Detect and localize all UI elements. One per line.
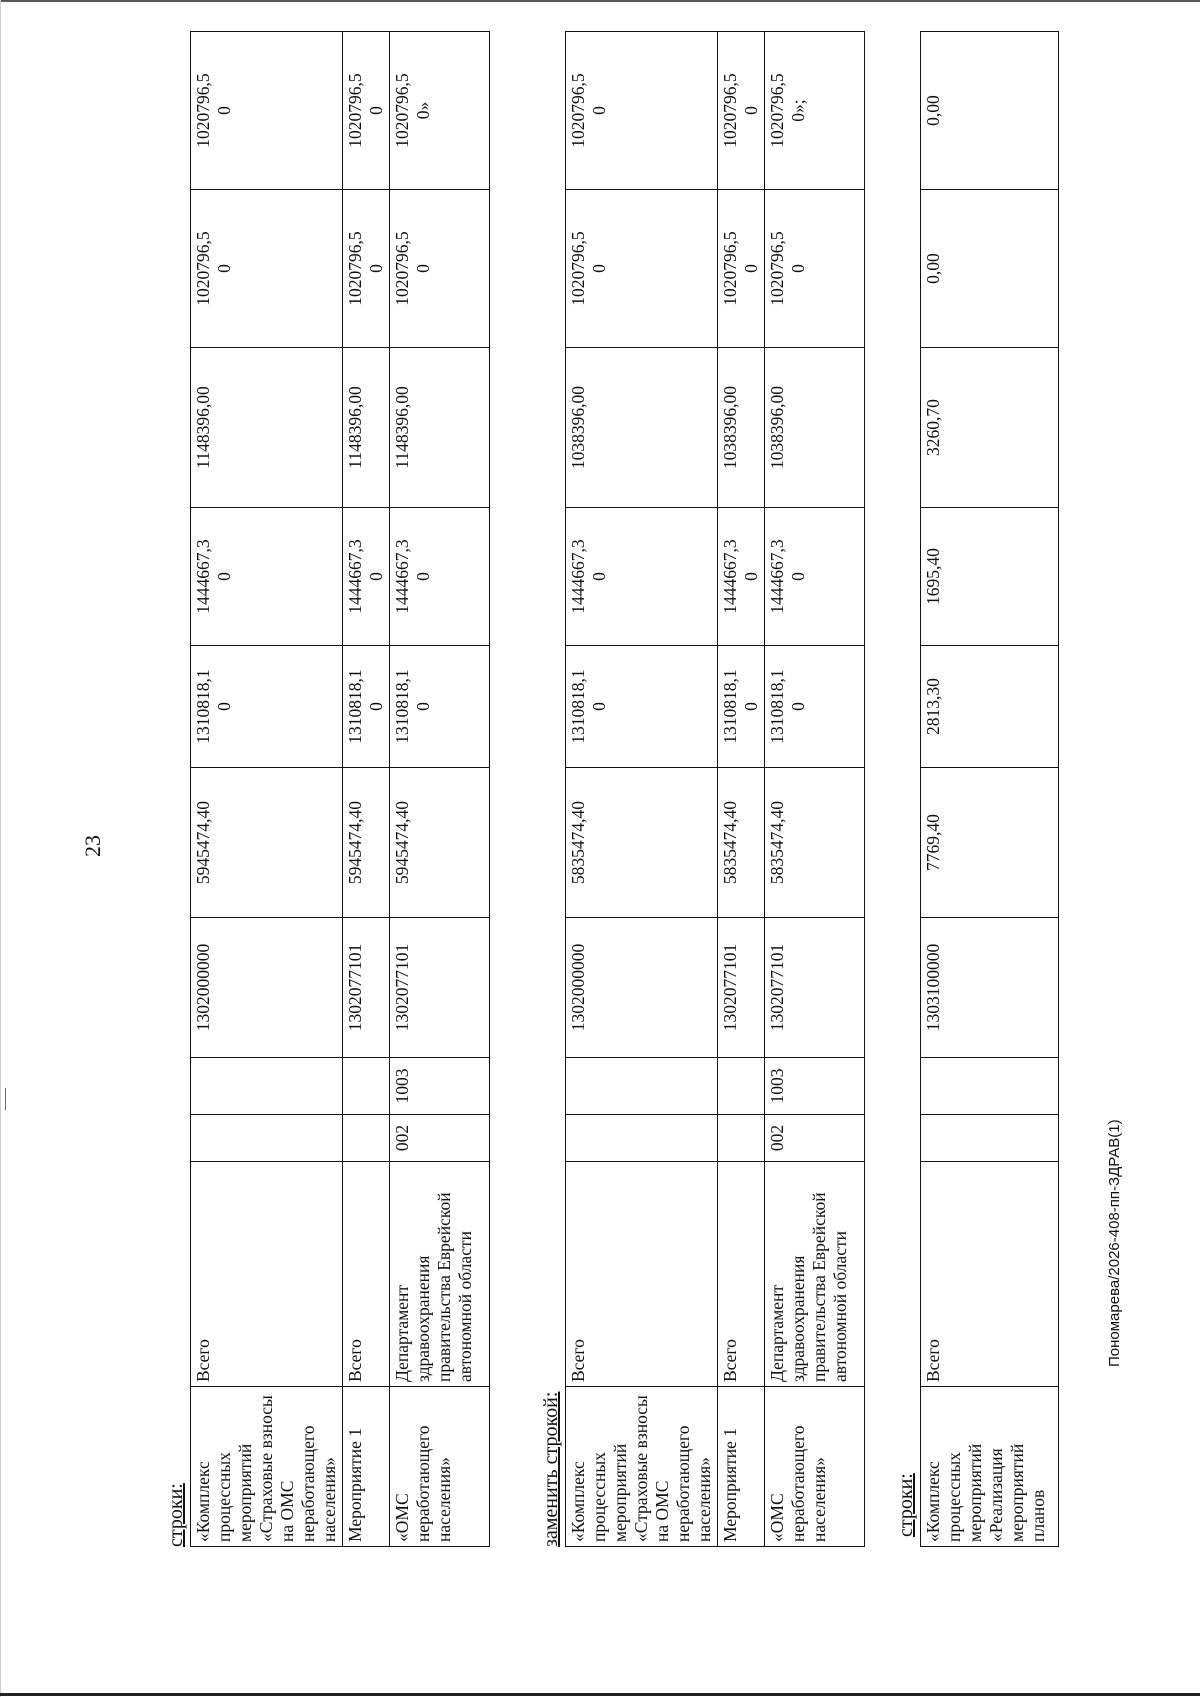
- section-label: строки:: [165, 1483, 187, 1547]
- cell-total: 5945474,40: [343, 768, 390, 918]
- cell-year-2: 1444667,3 0: [765, 508, 865, 646]
- cell-csr: 1302077101: [390, 918, 490, 1058]
- cell-total: 5945474,40: [390, 768, 490, 918]
- cell-rz-pr: [718, 1058, 765, 1115]
- cell-year-4: 0,00: [921, 190, 1059, 348]
- cell-year-4: 1020796,5 0: [566, 190, 718, 348]
- cell-csr: 1302000000: [191, 918, 343, 1058]
- cell-name: «Комплекс процессных мероприятий «Страховые взносы на ОМС неработающего населения»: [566, 1387, 718, 1547]
- cell-year-4: 1020796,5 0: [343, 190, 390, 348]
- cell-name: «Комплекс процессных мероприятий «Страховые взносы на ОМС неработающего населения»: [191, 1387, 343, 1547]
- cell-grbs: [343, 1115, 390, 1162]
- cell-executor: Всего: [191, 1162, 343, 1387]
- cell-year-1: 1310818,1 0: [765, 646, 865, 768]
- cell-year-3: 3260,70: [921, 348, 1059, 508]
- cell-total: 7769,40: [921, 768, 1059, 918]
- table-row: [765, 32, 865, 1547]
- cell-grbs: 002: [765, 1115, 865, 1162]
- cell-grbs: 002: [390, 1115, 490, 1162]
- cell-executor: Департамент здравоохранения правительства Еврейской автономной области: [765, 1162, 865, 1387]
- cell-year-2: 1695,40: [921, 508, 1059, 646]
- cell-name: «ОМС неработающего населения»: [765, 1387, 865, 1547]
- cell-total: 5945474,40: [191, 768, 343, 918]
- cell-year-5: 1020796,5 0»: [390, 32, 490, 190]
- section-label: заменить строкой:: [540, 1391, 562, 1547]
- cell-year-2: 1444667,3 0: [566, 508, 718, 646]
- cell-year-5: 1020796,5 0: [191, 32, 343, 190]
- cell-year-5: 1020796,5 0: [343, 32, 390, 190]
- cell-csr: 1302077101: [765, 918, 865, 1058]
- cell-year-3: 1038396,00: [718, 348, 765, 508]
- cell-csr: 1302077101: [343, 918, 390, 1058]
- cell-name: «Комплекс процессных мероприятий «Реализация мероприятий планов: [921, 1387, 1059, 1547]
- cell-year-1: 1310818,1 0: [390, 646, 490, 768]
- table-row: [718, 32, 765, 1547]
- cell-executor: Всего: [921, 1162, 1059, 1387]
- cell-year-1: 1310818,1 0: [191, 646, 343, 768]
- cell-year-3: 1148396,00: [191, 348, 343, 508]
- cell-year-1: 1310818,1 0: [718, 646, 765, 768]
- cell-year-3: 1038396,00: [765, 348, 865, 508]
- cell-year-1: 1310818,1 0: [343, 646, 390, 768]
- cell-year-5: 1020796,5 0»;: [765, 32, 865, 190]
- cell-year-2: 1444667,3 0: [718, 508, 765, 646]
- cell-rz-pr: [343, 1058, 390, 1115]
- cell-year-2: 1444667,3 0: [390, 508, 490, 646]
- cell-name: «ОМС неработающего населения»: [390, 1387, 490, 1547]
- cell-year-4: 1020796,5 0: [191, 190, 343, 348]
- table-row: [343, 32, 390, 1547]
- cell-year-2: 1444667,3 0: [191, 508, 343, 646]
- cell-rz-pr: 1003: [765, 1058, 865, 1115]
- cell-year-5: 1020796,5 0: [566, 32, 718, 190]
- cell-year-4: 1020796,5 0: [390, 190, 490, 348]
- document-code: Пономарева/2026-408-пп-ЗДРАВ(1): [1106, 1119, 1123, 1367]
- cell-rz-pr: [191, 1058, 343, 1115]
- cell-grbs: [566, 1115, 718, 1162]
- table-row: [191, 32, 343, 1547]
- cell-name: Мероприятие 1: [718, 1387, 765, 1547]
- cell-executor: Всего: [343, 1162, 390, 1387]
- cell-year-4: 1020796,5 0: [765, 190, 865, 348]
- cell-rz-pr: [921, 1058, 1059, 1115]
- cell-year-5: 1020796,5 0: [718, 32, 765, 190]
- cell-csr: 1302077101: [718, 918, 765, 1058]
- cell-year-3: 1148396,00: [343, 348, 390, 508]
- cell-rz-pr: [566, 1058, 718, 1115]
- budget-table-original: [190, 31, 490, 1547]
- cell-grbs: [718, 1115, 765, 1162]
- cell-year-2: 1444667,3 0: [343, 508, 390, 646]
- budget-table-third: [920, 31, 1059, 1547]
- table-row: [566, 32, 718, 1547]
- cell-csr: 1303100000: [921, 918, 1059, 1058]
- cell-year-1: 2813,30: [921, 646, 1059, 768]
- page-number: 23: [80, 835, 105, 857]
- table-row: [921, 32, 1059, 1547]
- cell-total: 5835474,40: [566, 768, 718, 918]
- cell-csr: 1302000000: [566, 918, 718, 1058]
- cell-year-4: 1020796,5 0: [718, 190, 765, 348]
- cell-total: 5835474,40: [765, 768, 865, 918]
- cell-year-5: 0,00: [921, 32, 1059, 190]
- cell-grbs: [191, 1115, 343, 1162]
- cell-rz-pr: 1003: [390, 1058, 490, 1115]
- cell-executor: Департамент здравоохранения правительства Еврейской автономной области: [390, 1162, 490, 1387]
- cell-grbs: [921, 1115, 1059, 1162]
- table-row: [390, 32, 490, 1547]
- cell-executor: Всего: [566, 1162, 718, 1387]
- cell-total: 5835474,40: [718, 768, 765, 918]
- section-label: строки:: [895, 1473, 917, 1537]
- cell-executor: Всего: [718, 1162, 765, 1387]
- cell-year-1: 1310818,1 0: [566, 646, 718, 768]
- budget-table-replacement: [565, 31, 865, 1547]
- cell-name: Мероприятие 1: [343, 1387, 390, 1547]
- cell-year-3: 1148396,00: [390, 348, 490, 508]
- cell-year-3: 1038396,00: [566, 348, 718, 508]
